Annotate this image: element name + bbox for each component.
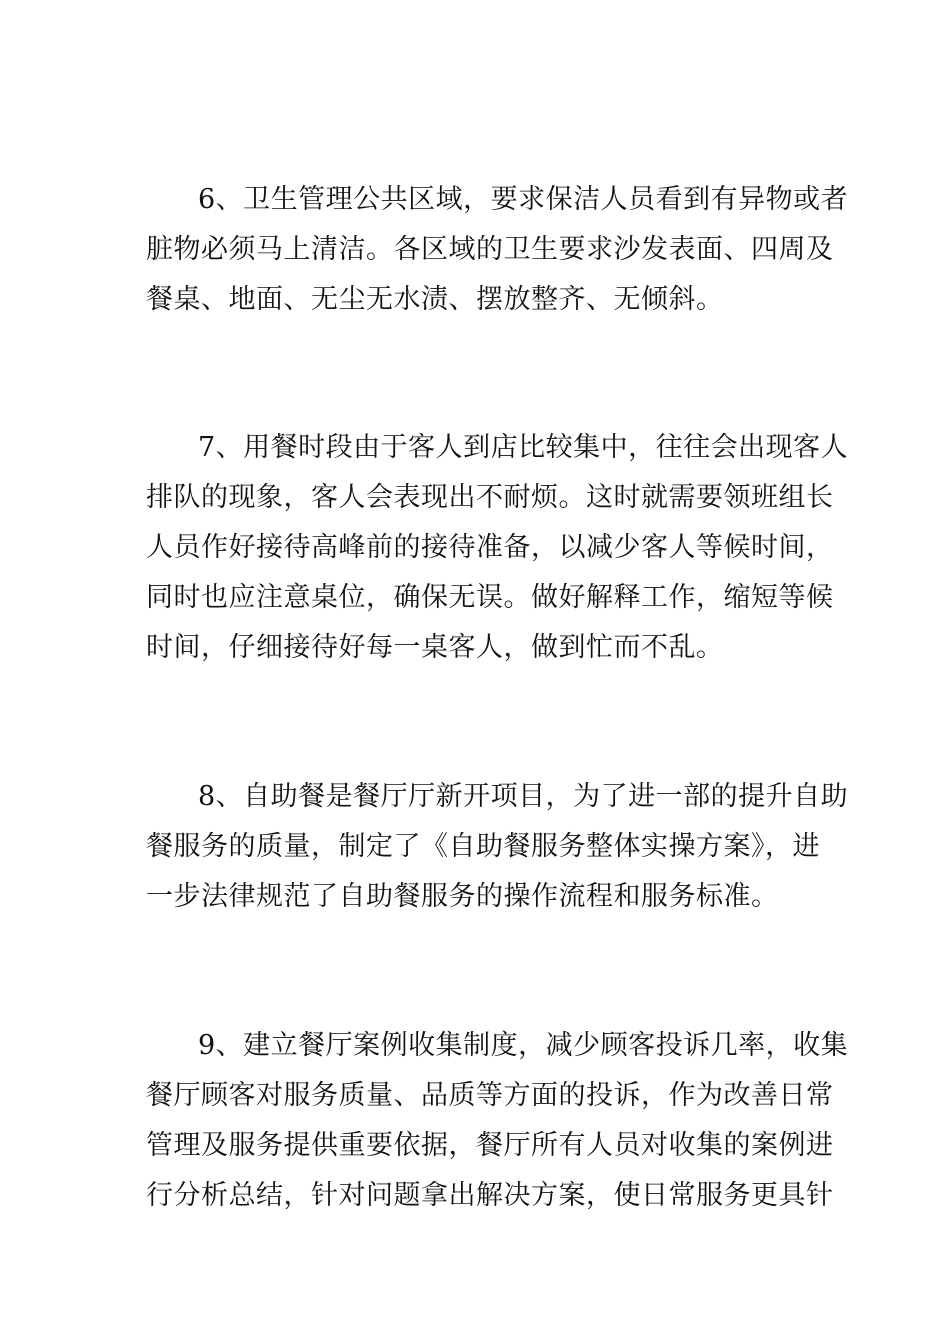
text-line: 时间，仔细接待好每一桌客人，做到忙而不乱。 bbox=[146, 632, 724, 663]
paragraph-item-7 bbox=[146, 423, 849, 673]
paragraph-item-6 bbox=[146, 175, 849, 325]
text-line: 餐桌、地面、无尘无水渍、摆放整齐、无倾斜。 bbox=[146, 284, 724, 315]
text-line: 6、卫生管理公共区域，要求保洁人员看到有异物或者 bbox=[198, 184, 849, 215]
text-line: 管理及服务提供重要依据，餐厅所有人员对收集的案例进 bbox=[146, 1130, 834, 1161]
paragraph-item-9 bbox=[146, 1021, 849, 1221]
text-line: 同时也应注意桌位，确保无误。做好解释工作，缩短等候 bbox=[146, 582, 834, 613]
text-line: 7、用餐时段由于客人到店比较集中，往往会出现客人 bbox=[198, 432, 849, 463]
text-line: 行分析总结，针对问题拿出解决方案，使日常服务更具针 bbox=[146, 1180, 834, 1211]
text-line: 脏物必须马上清洁。各区域的卫生要求沙发表面、四周及 bbox=[146, 234, 834, 265]
text-line: 9、建立餐厅案例收集制度，减少顾客投诉几率，收集 bbox=[198, 1030, 849, 1061]
text-line: 8、自助餐是餐厅厅新开项目，为了进一部的提升自助 bbox=[198, 781, 849, 812]
text-line: 人员作好接待高峰前的接待准备，以减少客人等候时间， bbox=[146, 532, 834, 563]
text-line: 餐厅顾客对服务质量、品质等方面的投诉，作为改善日常 bbox=[146, 1080, 834, 1111]
text-line: 排队的现象，客人会表现出不耐烦。这时就需要领班组长 bbox=[146, 482, 834, 513]
paragraph-item-8 bbox=[146, 772, 849, 922]
text-line: 一步法律规范了自助餐服务的操作流程和服务标准。 bbox=[146, 881, 779, 912]
text-line: 餐服务的质量，制定了《自助餐服务整体实操方案》，进 bbox=[146, 831, 820, 862]
